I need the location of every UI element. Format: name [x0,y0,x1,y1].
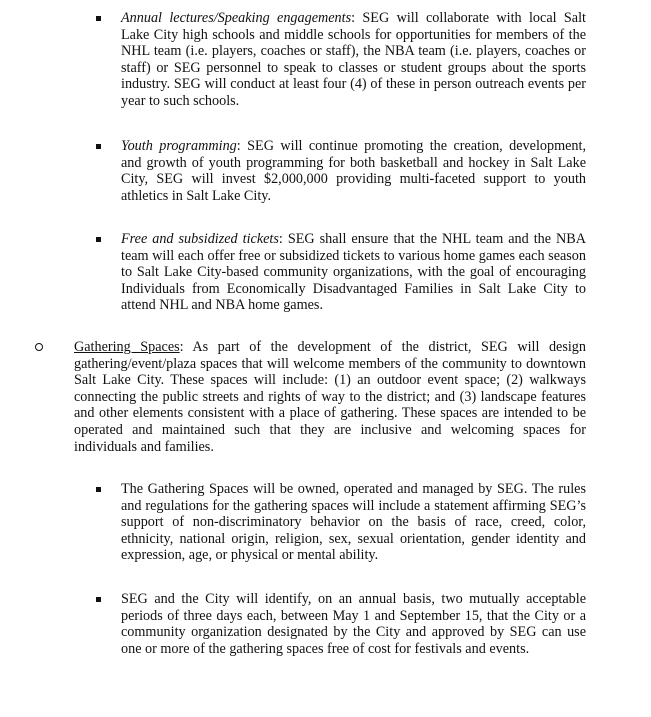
circle-bullet-icon [35,343,43,351]
square-bullet-icon [96,16,101,21]
bullet-youth-programming [121,138,586,204]
sub-bullet-text: SEG and the City will identify, on an annual basis, two mutually acceptable periods of three days each, between May 1 and September 15, that the City or a community organization designated by the City and approved by SEG can use one or more of the gathering spaces free of cost for festivals and events. [121,591,586,657]
gathering-spaces-paragraph [74,339,586,455]
square-bullet-icon [96,144,101,149]
sub-bullet-festivals [121,591,586,657]
sub-bullet-text: The Gathering Spaces will be owned, operated and managed by SEG. The rules and regulations for the gathering spaces will include a statement affirming SEG’s support of non-discriminatory behavior on the basis of race, creed, color, ethnicity, national origin, religion, sex, sexual orientation, gender identity and expression, age, or physical or mental ability. [121,481,586,564]
bullet-annual-lectures [121,10,586,110]
square-bullet-icon [96,487,101,492]
bullet-title: Free and subsidized tickets [121,231,279,247]
square-bullet-icon [96,597,101,602]
sub-bullet-ownership [121,481,586,564]
bullet-title: Youth programming [121,138,237,154]
square-bullet-icon [96,237,101,242]
bullet-free-tickets [121,231,586,314]
bullet-title: Annual lectures/Speaking engagements [121,10,352,26]
bullet-text: : SEG will collaborate with local Salt Lake City high schools and middle schools for opportunities for members of the NHL team (i.e. players, coaches or staff), the NBA team (i.e. players, coaches or staff) or SEG personnel to speak to classes or student groups about the sports industry. SEG will conduct at least four (4) of these in person outreach events per year to such schools. [121,10,586,109]
gathering-title: Gathering Spaces [74,339,180,355]
bullet-text: : SEG shall ensure that the NHL team and the NBA team will each offer free or subsidized tickets to various home games each season to Salt Lake City-based community organizations, with the goal of encouraging Individuals from Economically Disadvantaged Families in Salt Lake City to attend NHL and NBA home games. [121,231,586,314]
gathering-text: : As part of the development of the district, SEG will design gathering/event/plaza spaces that will welcome members of the community to downtown Salt Lake City. These spaces will include: (1) an outdoor event space; (2) walkways connecting the public streets and rights of way to the district; and (3) landscape features and other elements consistent with a place of gathering. These spaces are intended to be operated and maintained such that they are inclusive and welcoming spaces for individuals and families. [74,339,586,455]
bullet-text: : SEG will continue promoting the creation, development, and growth of youth programming for both basketball and hockey in Salt Lake City, SEG will invest $2,000,000 providing multi-faceted support to youth athletics in Salt Lake City. [121,138,586,204]
